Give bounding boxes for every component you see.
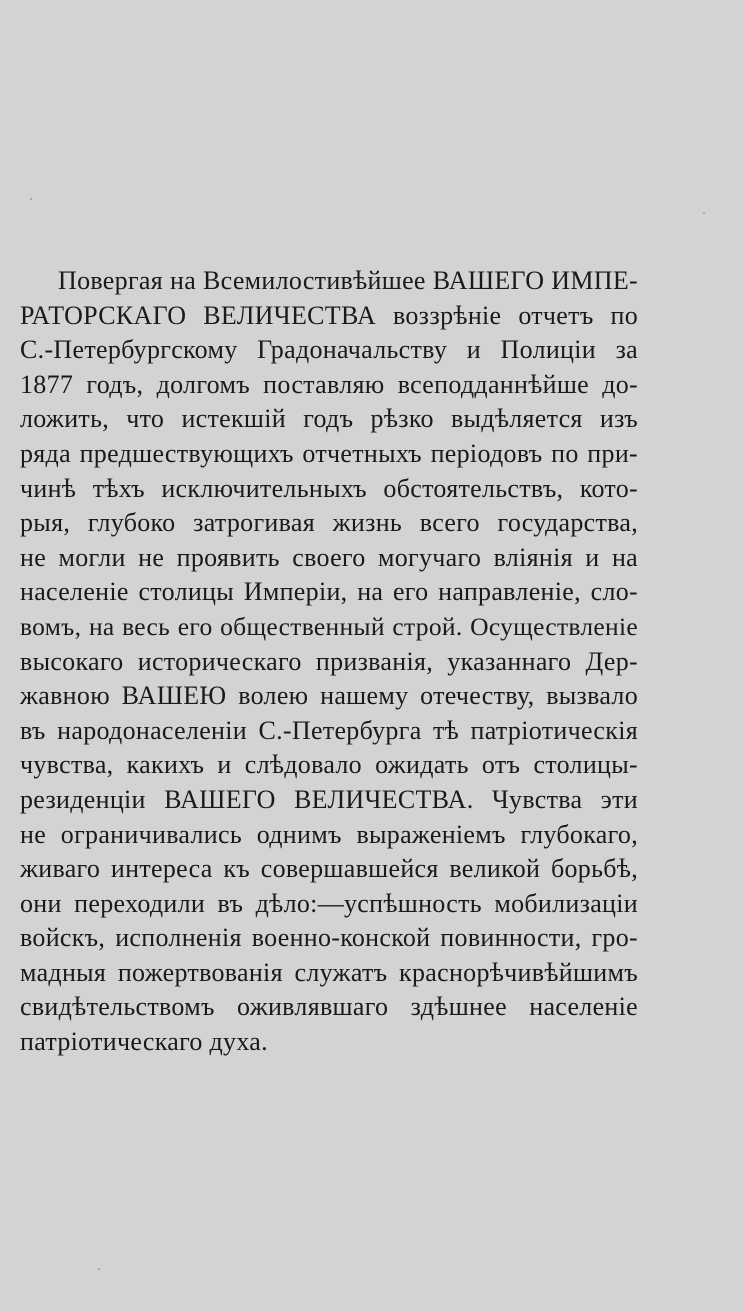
text-line: ложить, что истекшій годъ рѣзко выдѣляется изъ: [20, 404, 638, 434]
paper-speck: [703, 212, 705, 214]
text-line: чувства, какихъ и слѣдовало ожидать отъ столицы-: [20, 750, 638, 780]
paper-speck: [30, 198, 32, 200]
text-line: не могли не проявить своего могучаго вліянія и на: [20, 542, 638, 572]
text-line: не ограничивались однимъ выраженіемъ глубокаго,: [20, 819, 638, 849]
text-line: мадныя пожертвованія служатъ краснорѣчивѣйшимъ: [20, 957, 638, 987]
text-line: чинѣ тѣхъ исключительныхъ обстоятельствъ, кото-: [20, 473, 638, 503]
text-line: живаго интереса къ совершавшейся великой борьбѣ,: [20, 854, 638, 884]
text-line: они переходили въ дѣло:—успѣшность мобилизаціи: [20, 888, 638, 918]
text-line: жавною ВАШЕЮ волею нашему отечеству, вызвало: [20, 681, 638, 711]
text-line: рыя, глубоко затрогивая жизнь всего государства,: [20, 508, 638, 538]
text-line: свидѣтельствомъ оживлявшаго здѣшнее населеніе: [20, 992, 638, 1022]
text-line: высокаго историческаго призванія, указаннаго Дер-: [20, 646, 638, 676]
text-line: РАТОРСКАГО ВЕЛИЧЕСТВА воззрѣніе отчетъ по: [20, 300, 638, 330]
text-line: Повергая на Всемилостивѣйшее ВАШЕГО ИМПЕ-: [58, 266, 638, 295]
body-paragraph: [20, 264, 638, 1060]
text-line: патріотическаго духа.: [20, 1027, 268, 1057]
paper-speck: [98, 1268, 100, 1270]
text-line: вомъ, на весь его общественный строй. Осуществленіе: [20, 611, 638, 641]
text-line: въ народонаселеніи С.-Петербурга тѣ патріотическія: [20, 715, 638, 745]
text-line: резиденціи ВАШЕГО ВЕЛИЧЕСТВА. Чувства эти: [20, 784, 638, 814]
text-line: войскъ, исполненія военно-конской повинности, гро-: [20, 923, 638, 953]
text-line: населеніе столицы Имперіи, на его направленіе, сло-: [20, 577, 638, 607]
text-line: ряда предшествующихъ отчетныхъ періодовъ по при-: [20, 438, 638, 468]
text-line: 1877 годъ, долгомъ поставляю всеподданнѣйше до-: [20, 369, 638, 399]
text-line: С.-Петербургскому Градоначальству и Полиціи за: [20, 335, 638, 365]
